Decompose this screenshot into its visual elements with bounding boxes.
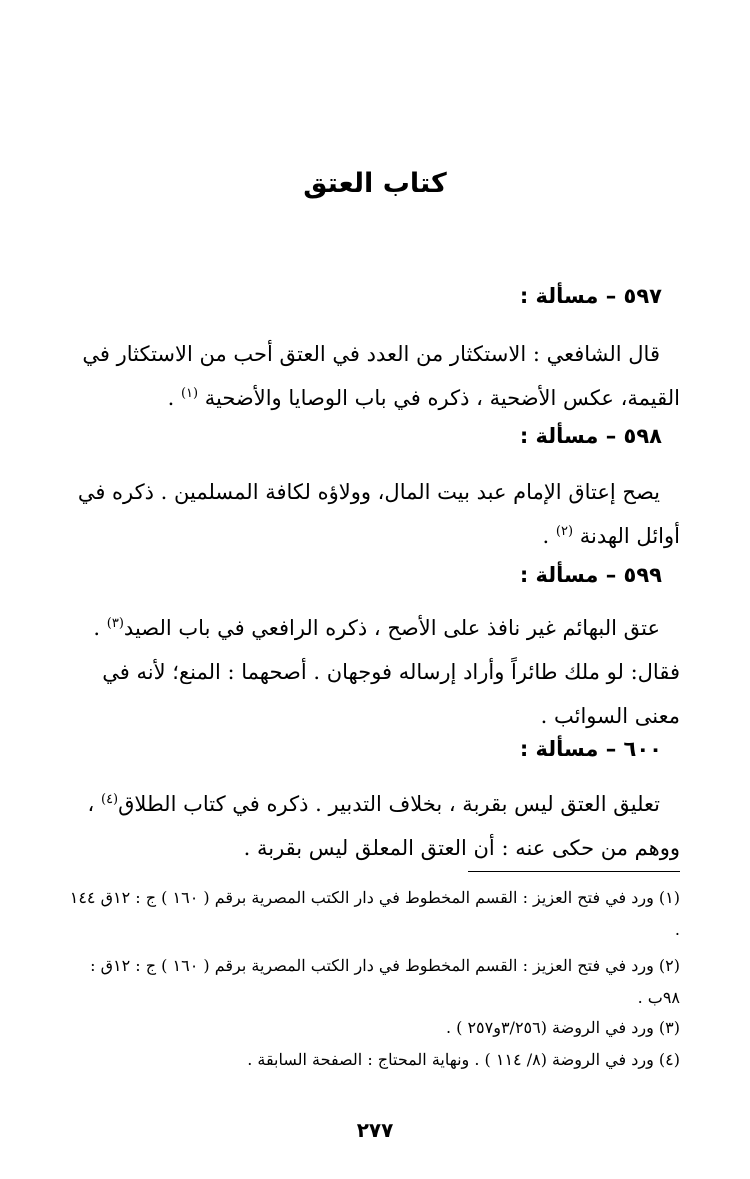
footnote-4: (٤) ورد في الروضة (٨/ ١١٤ ) . ونهاية المحتاج : الصفحة السابقة . [247,1050,680,1069]
text-segment: . [167,386,175,410]
text-segment: القيمة، عكس الأضحية ، ذكره في باب الوصايا والأضحية [204,386,680,410]
text-line: قال الشافعي : الاستكثار من العدد في العتق أحب من الاستكثار في [82,342,660,366]
text-line: فقال: لو ملك طائراً وأراد إرساله فوجهان . أصحهما : المنع؛ لأنه في [102,660,680,684]
text-segment: ، [87,792,95,816]
text-line: معنى السوائب . [540,704,680,728]
book-title: كتاب العتق [303,168,447,199]
text-segment: . [542,524,550,548]
text-line [68,782,680,826]
text-segment: تعليق العتق ليس بقربة ، بخلاف التدبير . ذكره في كتاب الطلاق [118,792,660,816]
text-segment: عتق البهائم غير نافذ على الأصح ، ذكره الرافعي في باب الصيد [123,616,660,640]
issue-text-599 [68,606,680,738]
text-segment: أوائل الهدنة [579,524,680,548]
footnote-ref: (١) [180,386,199,401]
text-line [68,376,680,420]
page-number: ٢٧٧ [356,1118,394,1142]
footnote-3: (٣) ورد في الروضة (٣/٢٥٦و٢٥٧ ) . [445,1018,680,1037]
text-line: يصح إعتاق الإمام عبد بيت المال، وولاؤه لكافة المسلمين . ذكره في [77,480,660,504]
issue-text-600 [68,782,680,870]
issue-text-598 [68,470,680,558]
footnote-ref: (٣) [106,616,124,631]
issue-heading-599: ٥٩٩ – مسألة : [519,563,662,587]
footnote-ref: (٢) [555,524,574,539]
footnote-2: (٢) ورد في فتح العزيز : القسم المخطوط في دار الكتب المصرية برقم ( ١٦٠ ) ج : ١٢ق : ٩٨ب . [90,956,680,1007]
text-line [68,606,680,650]
issue-heading-597: ٥٩٧ – مسألة : [519,284,662,308]
footnote-1: (١) ورد في فتح العزيز : القسم المخطوط في دار الكتب المصرية برقم ( ١٦٠ ) ج : ١٢ق ١٤٤ . [69,888,680,939]
issue-heading-600: ٦٠٠ – مسألة : [519,737,662,761]
text-line: ووهم من حكى عنه : أن العتق المعلق ليس بقربة . [243,836,680,860]
footnote-separator [468,871,680,872]
text-line [68,514,680,558]
issue-text-597 [68,332,680,420]
footnote-ref: (٤) [100,792,119,807]
text-segment: . [93,616,101,640]
issue-heading-598: ٥٩٨ – مسألة : [519,424,662,448]
